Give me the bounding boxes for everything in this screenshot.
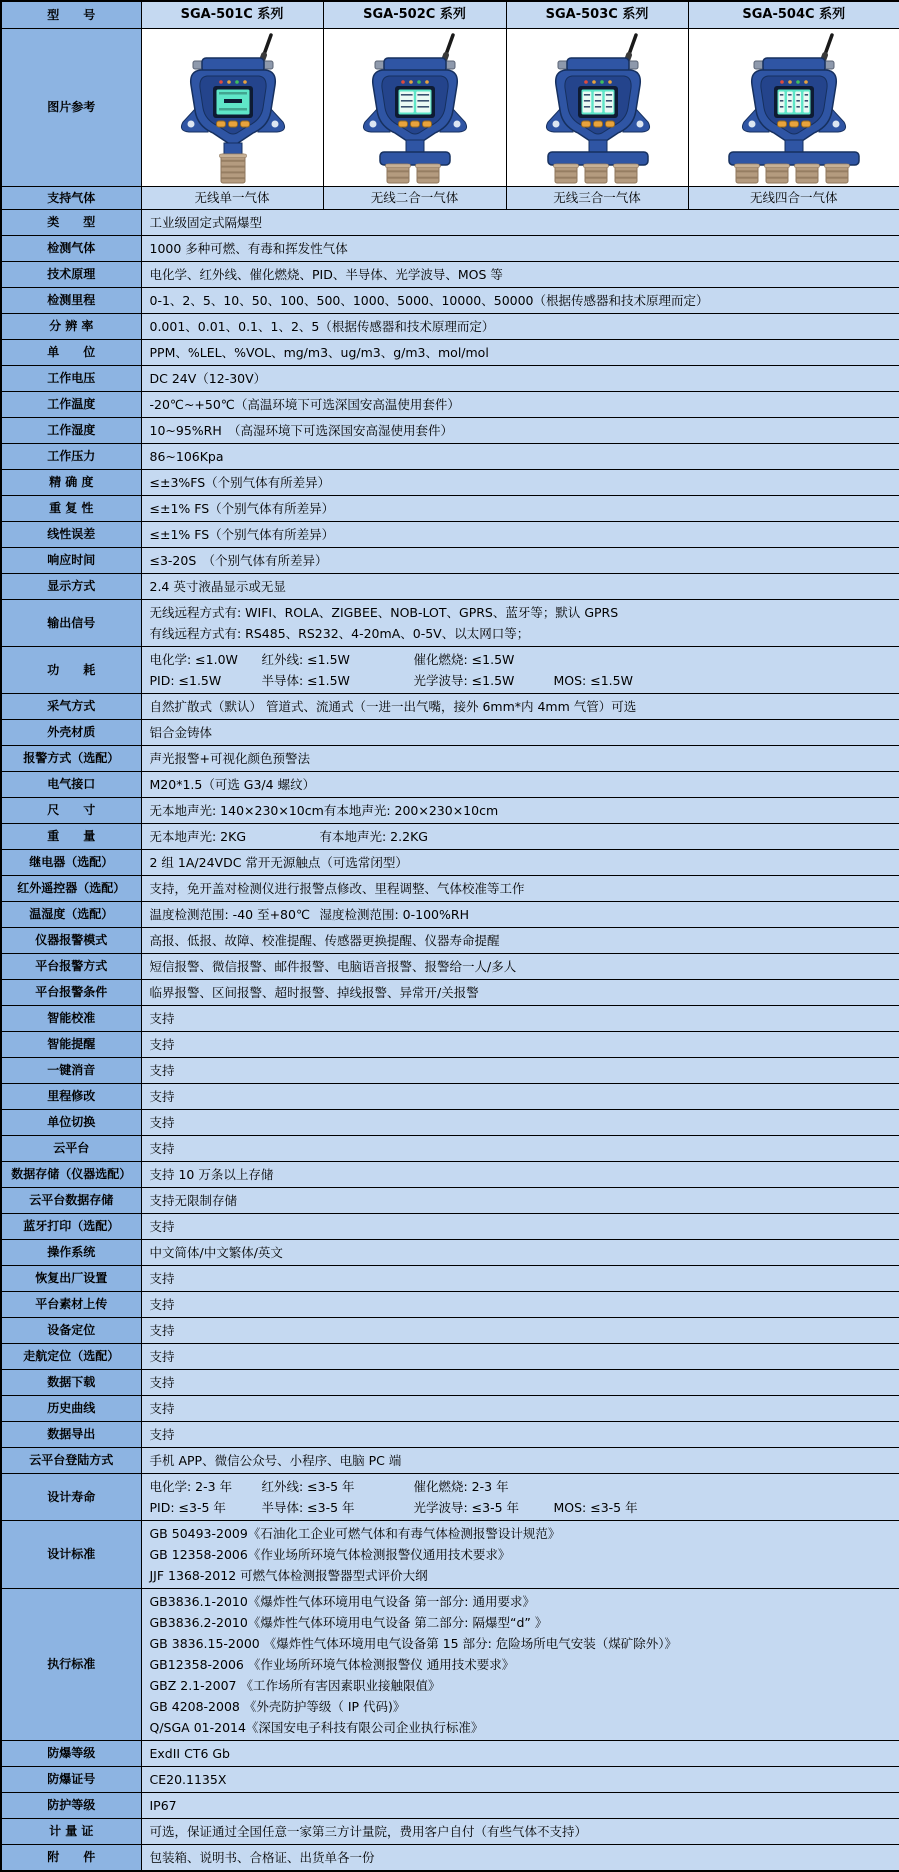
- spec-row: [1, 444, 899, 470]
- spec-row: [1, 876, 899, 902]
- spec-row: [1, 720, 899, 746]
- spec-row: [1, 647, 899, 694]
- spec-segment: 电化学: ≤1.0W: [149, 651, 238, 667]
- spec-row: [1, 1318, 899, 1344]
- spec-line: 可选，保证通过全国任意一家第三方计量院，费用客户自付（有些气体不支持）: [149, 1823, 588, 1839]
- spec-segment: 光学波导: ≤3-5 年: [413, 1499, 520, 1515]
- spec-segment: 催化燃烧: ≤1.5W: [413, 651, 515, 667]
- spec-row-value: [141, 902, 899, 928]
- spec-row-label: 分 辨 率: [1, 314, 141, 340]
- spec-line: 有线远程方式有: RS485、RS232、4-20mA、0-5V、以太网口等；: [149, 625, 530, 641]
- spec-segment: 有本地声光: 200×230×10cm: [323, 802, 499, 818]
- spec-row-label: 设计寿命: [1, 1474, 141, 1521]
- spec-row: [1, 850, 899, 876]
- spec-row: [1, 694, 899, 720]
- spec-line: [150, 670, 892, 691]
- spec-row-value: [141, 647, 899, 694]
- spec-line: PPM、%LEL、%VOL、mg/m3、ug/m3、g/m3、mol/mol: [149, 344, 489, 360]
- spec-row-label: 输出信号: [1, 600, 141, 647]
- spec-segment: 红外线: ≤1.5W: [261, 651, 350, 667]
- spec-row: [1, 1448, 899, 1474]
- spec-row: [1, 522, 899, 548]
- spec-line: 支持: [149, 1296, 175, 1312]
- spec-row: [1, 1344, 899, 1370]
- spec-line: GB3836.1-2010《爆炸性气体环境用电气设备 第一部分: 通用要求》: [149, 1593, 535, 1609]
- spec-row-value: [141, 1292, 899, 1318]
- spec-row: [1, 1422, 899, 1448]
- spec-line: [150, 800, 892, 821]
- image-reference-row: [1, 29, 899, 187]
- spec-row: [1, 392, 899, 418]
- spec-row-value: [141, 1370, 899, 1396]
- product-image-SGA-501C: [141, 29, 323, 187]
- spec-row: [1, 236, 899, 262]
- spec-row-label: 走航定位（选配）: [1, 1344, 141, 1370]
- spec-row: [1, 574, 899, 600]
- spec-row: [1, 496, 899, 522]
- spec-row: [1, 366, 899, 392]
- spec-line: 短信报警、微信报警、邮件报警、电脑语音报警、报警给一人/多人: [149, 958, 517, 974]
- model-name-1: SGA-501C 系列: [141, 1, 323, 29]
- spec-row-label: 一键消音: [1, 1058, 141, 1084]
- spec-row-value: [141, 236, 899, 262]
- spec-row: [1, 1188, 899, 1214]
- spec-row-label: 数据导出: [1, 1422, 141, 1448]
- spec-row: [1, 600, 899, 647]
- spec-row-label: 防爆等级: [1, 1741, 141, 1767]
- spec-line: ≤±3%FS（个别气体有所差异）: [149, 474, 331, 490]
- spec-segment: 温度检测范围: -40 至+80℃: [149, 906, 310, 922]
- spec-line: ≤±1% FS（个别气体有所差异）: [149, 500, 335, 516]
- spec-line: 支持: [149, 1062, 175, 1078]
- spec-row-value: [141, 1006, 899, 1032]
- spec-line: 2.4 英寸液晶显示或无显: [149, 578, 286, 594]
- spec-row-label: 单位切换: [1, 1110, 141, 1136]
- spec-row-label: 检测气体: [1, 236, 141, 262]
- spec-row-label: 工作电压: [1, 366, 141, 392]
- spec-row: [1, 1032, 899, 1058]
- spec-row-label: 云平台登陆方式: [1, 1448, 141, 1474]
- spec-row: [1, 548, 899, 574]
- spec-row-value: [141, 314, 899, 340]
- spec-line: 支持，免开盖对检测仪进行报警点修改、里程调整、气体校准等工作: [149, 880, 525, 896]
- spec-row: [1, 1214, 899, 1240]
- spec-line: 2 组 1A/24VDC 常开无源触点（可选常闭型）: [149, 854, 408, 870]
- spec-row-label: 平台素材上传: [1, 1292, 141, 1318]
- spec-row: [1, 1240, 899, 1266]
- spec-row-value: [141, 1589, 899, 1741]
- spec-line: 0.001、0.01、0.1、1、2、5（根据传感器和技术原理而定）: [149, 318, 495, 334]
- spec-row-value: [141, 418, 899, 444]
- spec-row-label: 工作湿度: [1, 418, 141, 444]
- spec-row-value: [141, 1318, 899, 1344]
- spec-row-label: 继电器（选配）: [1, 850, 141, 876]
- spec-line: 支持: [149, 1140, 175, 1156]
- spec-row-value: [141, 210, 899, 236]
- spec-row-label: 云平台数据存储: [1, 1188, 141, 1214]
- spec-row: [1, 1370, 899, 1396]
- spec-row-label: 精 确 度: [1, 470, 141, 496]
- spec-row-label: 检测里程: [1, 288, 141, 314]
- spec-row-label: 数据存储（仪器选配）: [1, 1162, 141, 1188]
- spec-row-value: [141, 876, 899, 902]
- spec-row: [1, 798, 899, 824]
- spec-row: [1, 928, 899, 954]
- spec-row-value: [141, 1767, 899, 1793]
- spec-row-value: [141, 600, 899, 647]
- spec-line: ≤±1% FS（个别气体有所差异）: [149, 526, 335, 542]
- spec-row-value: [141, 746, 899, 772]
- spec-row: [1, 1136, 899, 1162]
- spec-row-value: [141, 1793, 899, 1819]
- spec-row: [1, 1793, 899, 1819]
- spec-row: [1, 954, 899, 980]
- spec-segment: 有本地声光: 2.2KG: [319, 828, 428, 844]
- spec-line: 高报、低报、故障、校准提醒、传感器更换提醒、仪器寿命提醒: [149, 932, 500, 948]
- spec-row: [1, 1162, 899, 1188]
- spec-row-value: [141, 522, 899, 548]
- spec-row: [1, 1521, 899, 1589]
- spec-row-value: [141, 1032, 899, 1058]
- spec-row: [1, 1396, 899, 1422]
- spec-row-value: [141, 1188, 899, 1214]
- spec-row-value: [141, 1058, 899, 1084]
- spec-row-value: [141, 288, 899, 314]
- spec-row-label: 外壳材质: [1, 720, 141, 746]
- spec-line: 支持: [149, 1218, 175, 1234]
- spec-row: [1, 772, 899, 798]
- spec-row-label: 防护等级: [1, 1793, 141, 1819]
- spec-line: [150, 1497, 892, 1518]
- spec-row: [1, 902, 899, 928]
- spec-row-label: 线性误差: [1, 522, 141, 548]
- detector-illustration: [507, 30, 689, 185]
- spec-line: 包装箱、说明书、合格证、出货单各一份: [149, 1849, 375, 1865]
- spec-line: Q/SGA 01-2014《深国安电子科技有限公司企业执行标准》: [149, 1719, 484, 1735]
- spec-row: [1, 1589, 899, 1741]
- spec-row-label: 设备定位: [1, 1318, 141, 1344]
- spec-row-label: 智能提醒: [1, 1032, 141, 1058]
- gas-support-value-2: 无线二合一气体: [323, 187, 506, 210]
- spec-row-value: [141, 1474, 899, 1521]
- spec-line: 工业级固定式隔爆型: [149, 214, 263, 230]
- product-image-SGA-502C: [323, 29, 506, 187]
- spec-line: CE20.1135X: [149, 1771, 227, 1787]
- spec-row-label: 防爆证号: [1, 1767, 141, 1793]
- spec-line: 手机 APP、微信公众号、小程序、电脑 PC 端: [149, 1452, 402, 1468]
- spec-row-label: 仪器报警模式: [1, 928, 141, 954]
- spec-row-value: [141, 392, 899, 418]
- spec-line: GB 3836.15-2000 《爆炸性气体环境用电气设备第 15 部分: 危险场所电气安装（煤矿除外）》: [149, 1635, 678, 1651]
- spec-line: 支持: [149, 1426, 175, 1442]
- spec-segment: 无本地声光: 140×230×10cm: [149, 802, 324, 818]
- spec-segment: PID: ≤3-5 年: [149, 1499, 226, 1515]
- spec-line: 支持: [149, 1400, 175, 1416]
- product-image-SGA-504C: [688, 29, 899, 187]
- gas-support-value-3: 无线三合一气体: [506, 187, 688, 210]
- spec-row-label: 附 件: [1, 1845, 141, 1872]
- image-row-label: 图片参考: [1, 29, 141, 187]
- spec-line: GB12358-2006 《作业场所环境气体检测报警仪 通用技术要求》: [149, 1656, 515, 1672]
- spec-row: [1, 210, 899, 236]
- model-row-label: 型 号: [1, 1, 141, 29]
- detector-illustration: [324, 30, 506, 185]
- supported-gas-row: [1, 187, 899, 210]
- spec-row-label: 平台报警方式: [1, 954, 141, 980]
- spec-segment: 半导体: ≤1.5W: [261, 672, 350, 688]
- spec-line: -20℃~+50℃（高温环境下可选深国安高温使用套件）: [149, 396, 460, 412]
- spec-row: [1, 288, 899, 314]
- spec-row: [1, 1110, 899, 1136]
- spec-line: 支持 10 万条以上存储: [149, 1166, 274, 1182]
- spec-line: 支持: [149, 1114, 175, 1130]
- spec-line: 0-1、2、5、10、50、100、500、1000、5000、10000、50000（根据传感器和技术原理而定）: [149, 292, 709, 308]
- spec-row: [1, 262, 899, 288]
- spec-row-value: [141, 444, 899, 470]
- spec-row-value: [141, 1110, 899, 1136]
- spec-row-label: 重 复 性: [1, 496, 141, 522]
- spec-line: [150, 826, 892, 847]
- model-header-row: [1, 1, 899, 29]
- spec-row-value: [141, 496, 899, 522]
- spec-line: JJF 1368-2012 可燃气体检测报警器型式评价大纲: [149, 1567, 428, 1583]
- spec-row-value: [141, 1136, 899, 1162]
- spec-row-label: 响应时间: [1, 548, 141, 574]
- spec-row-label: 智能校准: [1, 1006, 141, 1032]
- model-name-2: SGA-502C 系列: [323, 1, 506, 29]
- spec-row-label: 红外遥控器（选配）: [1, 876, 141, 902]
- spec-line: 支持: [149, 1036, 175, 1052]
- spec-row-value: [141, 1448, 899, 1474]
- spec-row-value: [141, 1422, 899, 1448]
- spec-row-value: [141, 548, 899, 574]
- spec-row-value: [141, 340, 899, 366]
- spec-row-value: [141, 850, 899, 876]
- spec-line: ExdII CT6 Gb: [149, 1745, 230, 1761]
- spec-line: 自然扩散式（默认） 管道式、流通式（一进一出气嘴，接外 6mm*内 4mm 气管）可选: [149, 698, 637, 714]
- spec-row: [1, 1292, 899, 1318]
- spec-row: [1, 314, 899, 340]
- spec-row-value: [141, 1162, 899, 1188]
- spec-line: GB 50493-2009《石油化工企业可燃气体和有毒气体检测报警设计规范》: [149, 1525, 561, 1541]
- spec-segment: 湿度检测范围: 0-100%RH: [319, 906, 469, 922]
- spec-row-label: 类 型: [1, 210, 141, 236]
- spec-row-label: 计 量 证: [1, 1819, 141, 1845]
- spec-line: GB3836.2-2010《爆炸性气体环境用电气设备 第二部分: 隔爆型“d” 》: [149, 1614, 548, 1630]
- spec-line: [150, 649, 892, 670]
- spec-row-value: [141, 1344, 899, 1370]
- spec-row: [1, 1266, 899, 1292]
- gas-support-value-4: 无线四合一气体: [688, 187, 899, 210]
- spec-row-value: [141, 1521, 899, 1589]
- spec-line: GB 4208-2008 《外壳防护等级（ IP 代码)》: [149, 1698, 406, 1714]
- spec-row-label: 重 量: [1, 824, 141, 850]
- model-name-3: SGA-503C 系列: [506, 1, 688, 29]
- spec-row-label: 恢复出厂设置: [1, 1266, 141, 1292]
- spec-row-value: [141, 1845, 899, 1872]
- detector-illustration: [703, 30, 885, 185]
- spec-segment: MOS: ≤3-5 年: [553, 1499, 638, 1515]
- spec-line: 86~106Kpa: [149, 448, 224, 464]
- spec-row: [1, 418, 899, 444]
- spec-row-label: 云平台: [1, 1136, 141, 1162]
- spec-row-value: [141, 1819, 899, 1845]
- spec-line: 支持: [149, 1322, 175, 1338]
- spec-line: 支持无限制存储: [149, 1192, 238, 1208]
- spec-line: 声光报警+可视化颜色预警法: [149, 750, 310, 766]
- spec-line: 支持: [149, 1270, 175, 1286]
- spec-line: IP67: [149, 1797, 177, 1813]
- spec-segment: 红外线: ≤3-5 年: [261, 1478, 355, 1494]
- spec-row-label: 里程修改: [1, 1084, 141, 1110]
- spec-row-value: [141, 694, 899, 720]
- spec-line: 支持: [149, 1010, 175, 1026]
- product-image-SGA-503C: [506, 29, 688, 187]
- spec-row-value: [141, 954, 899, 980]
- spec-row: [1, 1767, 899, 1793]
- spec-row-label: 历史曲线: [1, 1396, 141, 1422]
- spec-row-label: 显示方式: [1, 574, 141, 600]
- spec-row-label: 蓝牙打印（选配）: [1, 1214, 141, 1240]
- spec-row-value: [141, 366, 899, 392]
- spec-row-label: 功 耗: [1, 647, 141, 694]
- spec-row-label: 温湿度（选配）: [1, 902, 141, 928]
- spec-row-value: [141, 470, 899, 496]
- spec-line: 支持: [149, 1348, 175, 1364]
- spec-line: 支持: [149, 1374, 175, 1390]
- spec-row-value: [141, 980, 899, 1006]
- spec-segment: 半导体: ≤3-5 年: [261, 1499, 355, 1515]
- spec-segment: PID: ≤1.5W: [149, 672, 222, 688]
- spec-row: [1, 340, 899, 366]
- spec-row-label: 工作温度: [1, 392, 141, 418]
- spec-row: [1, 1819, 899, 1845]
- spec-segment: 催化燃烧: 2-3 年: [413, 1478, 509, 1494]
- spec-row-label: 电气接口: [1, 772, 141, 798]
- gas-support-value-1: 无线单一气体: [141, 187, 323, 210]
- spec-row: [1, 1058, 899, 1084]
- spec-row: [1, 470, 899, 496]
- spec-line: [150, 904, 892, 925]
- spec-row: [1, 824, 899, 850]
- spec-segment: 光学波导: ≤1.5W: [413, 672, 515, 688]
- spec-row-label: 平台报警条件: [1, 980, 141, 1006]
- spec-line: GB 12358-2006《作业场所环境气体检测报警仪通用技术要求》: [149, 1546, 511, 1562]
- spec-row-value: [141, 1214, 899, 1240]
- gas-row-label: 支持气体: [1, 187, 141, 210]
- spec-row-label: 尺 寸: [1, 798, 141, 824]
- spec-line: GBZ 2.1-2007 《工作场所有害因素职业接触限值》: [149, 1677, 441, 1693]
- spec-row-value: [141, 1084, 899, 1110]
- spec-row-value: [141, 262, 899, 288]
- spec-row: [1, 1006, 899, 1032]
- spec-row: [1, 980, 899, 1006]
- spec-line: 无线远程方式有: WIFI、ROLA、ZIGBEE、NOB-LOT、GPRS、蓝牙等；默认 GPRS: [149, 604, 619, 620]
- spec-line: 支持: [149, 1088, 175, 1104]
- spec-segment: 无本地声光: 2KG: [149, 828, 247, 844]
- spec-line: M20*1.5（可选 G3/4 螺纹）: [149, 776, 316, 792]
- spec-row-label: 数据下载: [1, 1370, 141, 1396]
- spec-line: 临界报警、区间报警、超时报警、掉线报警、异常开/关报警: [149, 984, 479, 1000]
- spec-line: 铝合金铸体: [149, 724, 213, 740]
- spec-row-value: [141, 720, 899, 746]
- spec-row: [1, 746, 899, 772]
- spec-line: 电化学、红外线、催化燃烧、PID、半导体、光学波导、MOS 等: [149, 266, 503, 282]
- detector-illustration: [142, 30, 324, 185]
- spec-row-value: [141, 928, 899, 954]
- spec-row: [1, 1845, 899, 1872]
- spec-row-label: 单 位: [1, 340, 141, 366]
- spec-row-value: [141, 772, 899, 798]
- spec-row: [1, 1084, 899, 1110]
- spec-segment: MOS: ≤1.5W: [553, 672, 633, 688]
- spec-row-value: [141, 1396, 899, 1422]
- spec-line: [150, 1476, 892, 1497]
- spec-row-label: 报警方式（选配）: [1, 746, 141, 772]
- spec-row: [1, 1741, 899, 1767]
- spec-row-value: [141, 574, 899, 600]
- model-name-4: SGA-504C 系列: [688, 1, 899, 29]
- spec-row-label: 设计标准: [1, 1521, 141, 1589]
- spec-line: 中文简体/中文繁体/英文: [149, 1244, 283, 1260]
- spec-line: 1000 多种可燃、有毒和挥发性气体: [149, 240, 348, 256]
- spec-row-label: 技术原理: [1, 262, 141, 288]
- spec-row-label: 执行标准: [1, 1589, 141, 1741]
- spec-segment: 电化学: 2-3 年: [149, 1478, 233, 1494]
- spec-line: ≤3-20S （个别气体有所差异）: [149, 552, 328, 568]
- spec-row-label: 采气方式: [1, 694, 141, 720]
- spec-row: [1, 1474, 899, 1521]
- spec-row-value: [141, 824, 899, 850]
- spec-row-label: 操作系统: [1, 1240, 141, 1266]
- spec-row-value: [141, 798, 899, 824]
- spec-row-value: [141, 1266, 899, 1292]
- spec-line: DC 24V（12-30V）: [149, 370, 267, 386]
- spec-row-label: 工作压力: [1, 444, 141, 470]
- spec-row-value: [141, 1240, 899, 1266]
- spec-row-value: [141, 1741, 899, 1767]
- spec-line: 10~95%RH （高湿环境下可选深国安高湿使用套件）: [149, 422, 453, 438]
